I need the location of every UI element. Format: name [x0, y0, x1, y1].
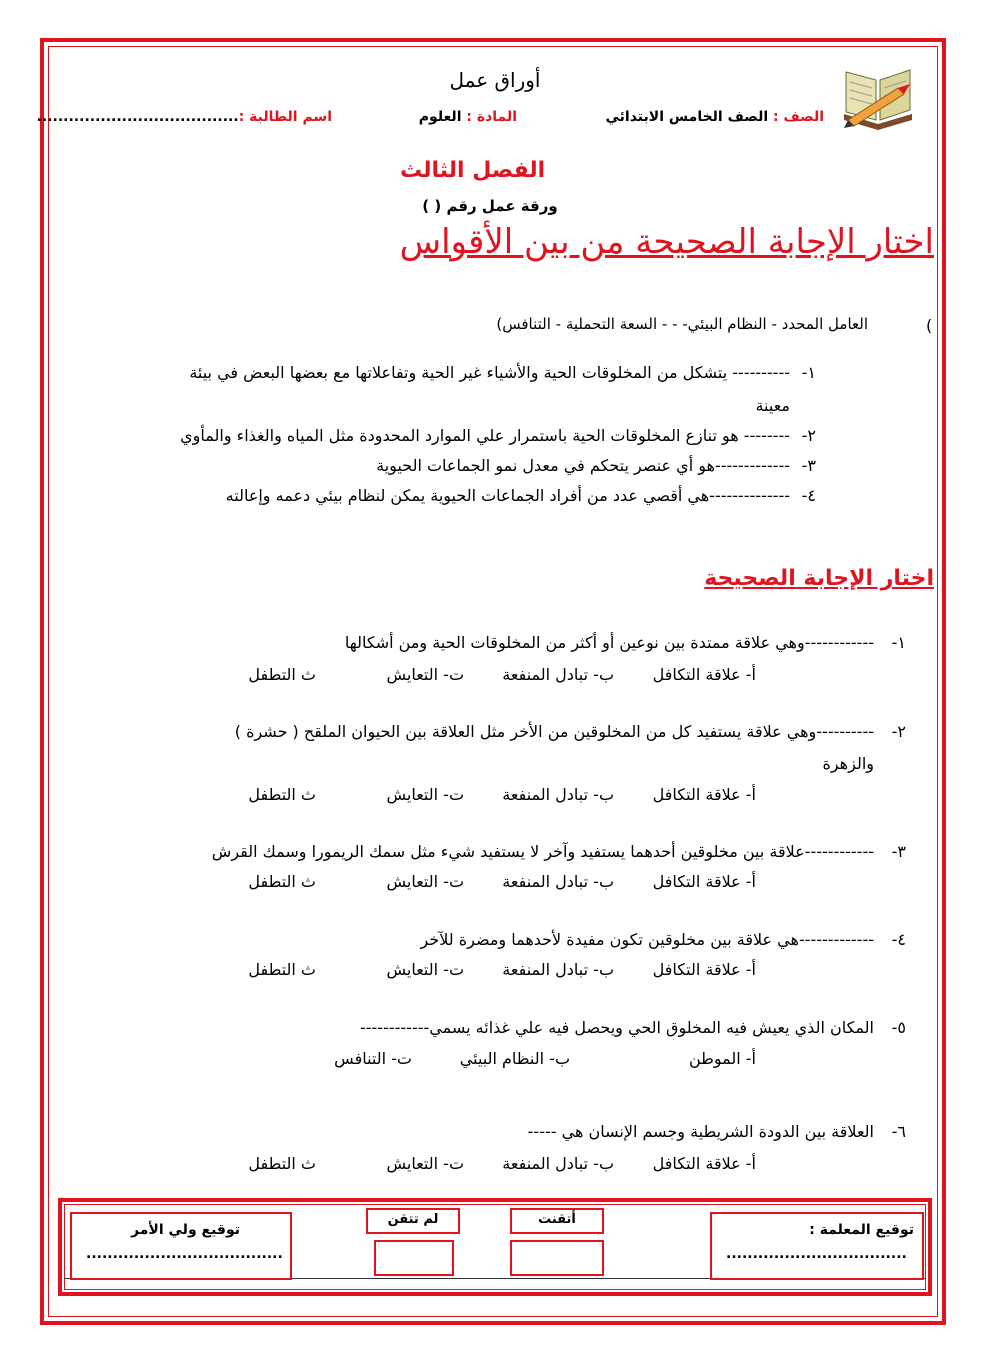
subject-value: العلوم — [418, 109, 462, 125]
p2-q3-opt-a[interactable]: أ- علاقة التكافل — [652, 872, 756, 891]
p2-q3-opt-d[interactable]: ث التطفل — [248, 872, 316, 891]
worksheet-number: ورقة عمل رقم ( ) — [422, 197, 558, 215]
student-name-dots[interactable]: ...................................... — [36, 109, 239, 125]
p2-q6-num: ٦- — [891, 1122, 906, 1141]
class-value: الصف الخامس الابتدائي — [605, 109, 769, 125]
parent-signature-label: توقيع ولي الأمر — [131, 1222, 240, 1238]
book-pencil-icon — [838, 58, 918, 130]
p1-q4-num: ٤- — [801, 486, 816, 505]
teacher-signature-dots: .................................. — [726, 1246, 907, 1262]
mastered-checkbox[interactable] — [510, 1240, 604, 1276]
p2-q6-opt-c[interactable]: ت- التعايش — [386, 1154, 464, 1173]
p2-q6-text[interactable]: العلاقة بين الدودة الشريطية وجسم الإنسان هي ----- — [527, 1122, 874, 1141]
p2-q5-opt-a[interactable]: أ- الموطن — [688, 1049, 756, 1068]
p2-q4-opt-a[interactable]: أ- علاقة التكافل — [652, 960, 756, 979]
p1-q1-text[interactable]: ---------- يتشكل من المخلوقات الحية والأشياء غير الحية وتفاعلاتها مع بعضها البعض في بيئة — [189, 363, 790, 382]
p2-q5-num: ٥- — [891, 1018, 906, 1037]
p2-q2-text[interactable]: ----------وهي علاقة يستفيد كل من المخلوقين من الأخر مثل العلاقة بين الحيوان الملقح ( حشرة ) — [234, 722, 874, 741]
p1-q3-num: ٣- — [801, 456, 816, 475]
p1-q2-text[interactable]: -------- هو تنازع المخلوقات الحية باستمرار علي الموارد المحدودة مثل المياه والغذاء والمأوي — [180, 426, 790, 445]
p2-q1-opt-a[interactable]: أ- علاقة التكافل — [652, 665, 756, 684]
word-bank-open-paren: ( — [926, 316, 933, 335]
class-label: الصف : — [773, 109, 824, 125]
not-mastered-checkbox[interactable] — [374, 1240, 454, 1276]
p2-q6-opt-b[interactable]: ب- تبادل المنفعة — [502, 1154, 614, 1173]
p2-q3-opt-c[interactable]: ت- التعايش — [386, 872, 464, 891]
p2-q1-text[interactable]: ------------وهي علاقة ممتدة بين نوعين أو أكثر من المخلوقات الحية ومن أشكالها — [344, 633, 874, 652]
part2-title: اختار الإجابة الصحيحة — [704, 566, 934, 591]
p1-q4-text[interactable]: --------------هي أقصي عدد من أفراد الجماعات الحيوية يمكن لنظام بيئي دعمه وإعالته — [225, 486, 790, 505]
p2-q2-opt-a[interactable]: أ- علاقة التكافل — [652, 785, 756, 804]
p1-q3-text[interactable]: -------------هو أي عنصر يتحكم في معدل نمو الجماعات الحيوية — [376, 456, 790, 475]
p2-q1-opt-d[interactable]: ث التطفل — [248, 665, 316, 684]
p1-q1-cont: معينة — [755, 396, 790, 415]
p2-q5-text[interactable]: المكان الذي يعيش فيه المخلوق الحي ويحصل فيه علي غذائه يسمي------------ — [359, 1018, 874, 1037]
p2-q2-opt-c[interactable]: ت- التعايش — [386, 785, 464, 804]
p2-q4-opt-c[interactable]: ت- التعايش — [386, 960, 464, 979]
p2-q1-opt-c[interactable]: ت- التعايش — [386, 665, 464, 684]
p2-q4-opt-b[interactable]: ب- تبادل المنفعة — [502, 960, 614, 979]
mastered-label: أتقنت — [538, 1212, 576, 1227]
p2-q2-opt-d[interactable]: ث التطفل — [248, 785, 316, 804]
p2-q3-num: ٣- — [891, 842, 906, 861]
teacher-signature-label: توقيع المعلمة : — [809, 1222, 914, 1238]
p2-q5-opt-b[interactable]: ب- النظام البيئي — [459, 1049, 570, 1068]
p2-q2-opt-b[interactable]: ب- تبادل المنفعة — [502, 785, 614, 804]
p1-q1-num: ١- — [801, 363, 816, 382]
p2-q2-cont: والزهرة — [822, 754, 874, 773]
parent-signature-dots: ..................................... — [86, 1246, 283, 1262]
p2-q1-opt-b[interactable]: ب- تبادل المنفعة — [502, 665, 614, 684]
p1-q2-num: ٢- — [801, 426, 816, 445]
p2-q6-opt-d[interactable]: ث التطفل — [248, 1154, 316, 1173]
student-name-label: اسم الطالبة : — [238, 109, 332, 125]
p2-q4-num: ٤- — [891, 930, 906, 949]
p2-q5-opt-c[interactable]: ت- التنافس — [334, 1049, 412, 1068]
worksheet-heading: أوراق عمل — [449, 68, 541, 92]
p2-q4-opt-d[interactable]: ث التطفل — [248, 960, 316, 979]
p2-q3-text[interactable]: ------------علاقة بين مخلوقين أحدهما يستفيد وآخر لا يستفيد شيء مثل سمك الريمورا وسمك القرش — [211, 842, 874, 861]
subject-label: المادة : — [466, 109, 517, 125]
part1-title: اختار الإجابة الصحيحة من بين الأقواس — [399, 222, 934, 262]
not-mastered-label: لم تتقن — [387, 1212, 439, 1227]
p2-q3-opt-b[interactable]: ب- تبادل المنفعة — [502, 872, 614, 891]
p2-q1-num: ١- — [891, 633, 906, 652]
p2-q6-opt-a[interactable]: أ- علاقة التكافل — [652, 1154, 756, 1173]
chapter-title: الفصل الثالث — [400, 158, 546, 183]
word-bank: العامل المحدد - النظام البيئي- - - السعة التحملية - التنافس) — [496, 315, 868, 333]
p2-q4-text[interactable]: -------------هي علاقة بين مخلوقين تكون مفيدة لأحدهما ومضرة للآخر — [420, 930, 874, 949]
p2-q2-num: ٢- — [891, 722, 906, 741]
